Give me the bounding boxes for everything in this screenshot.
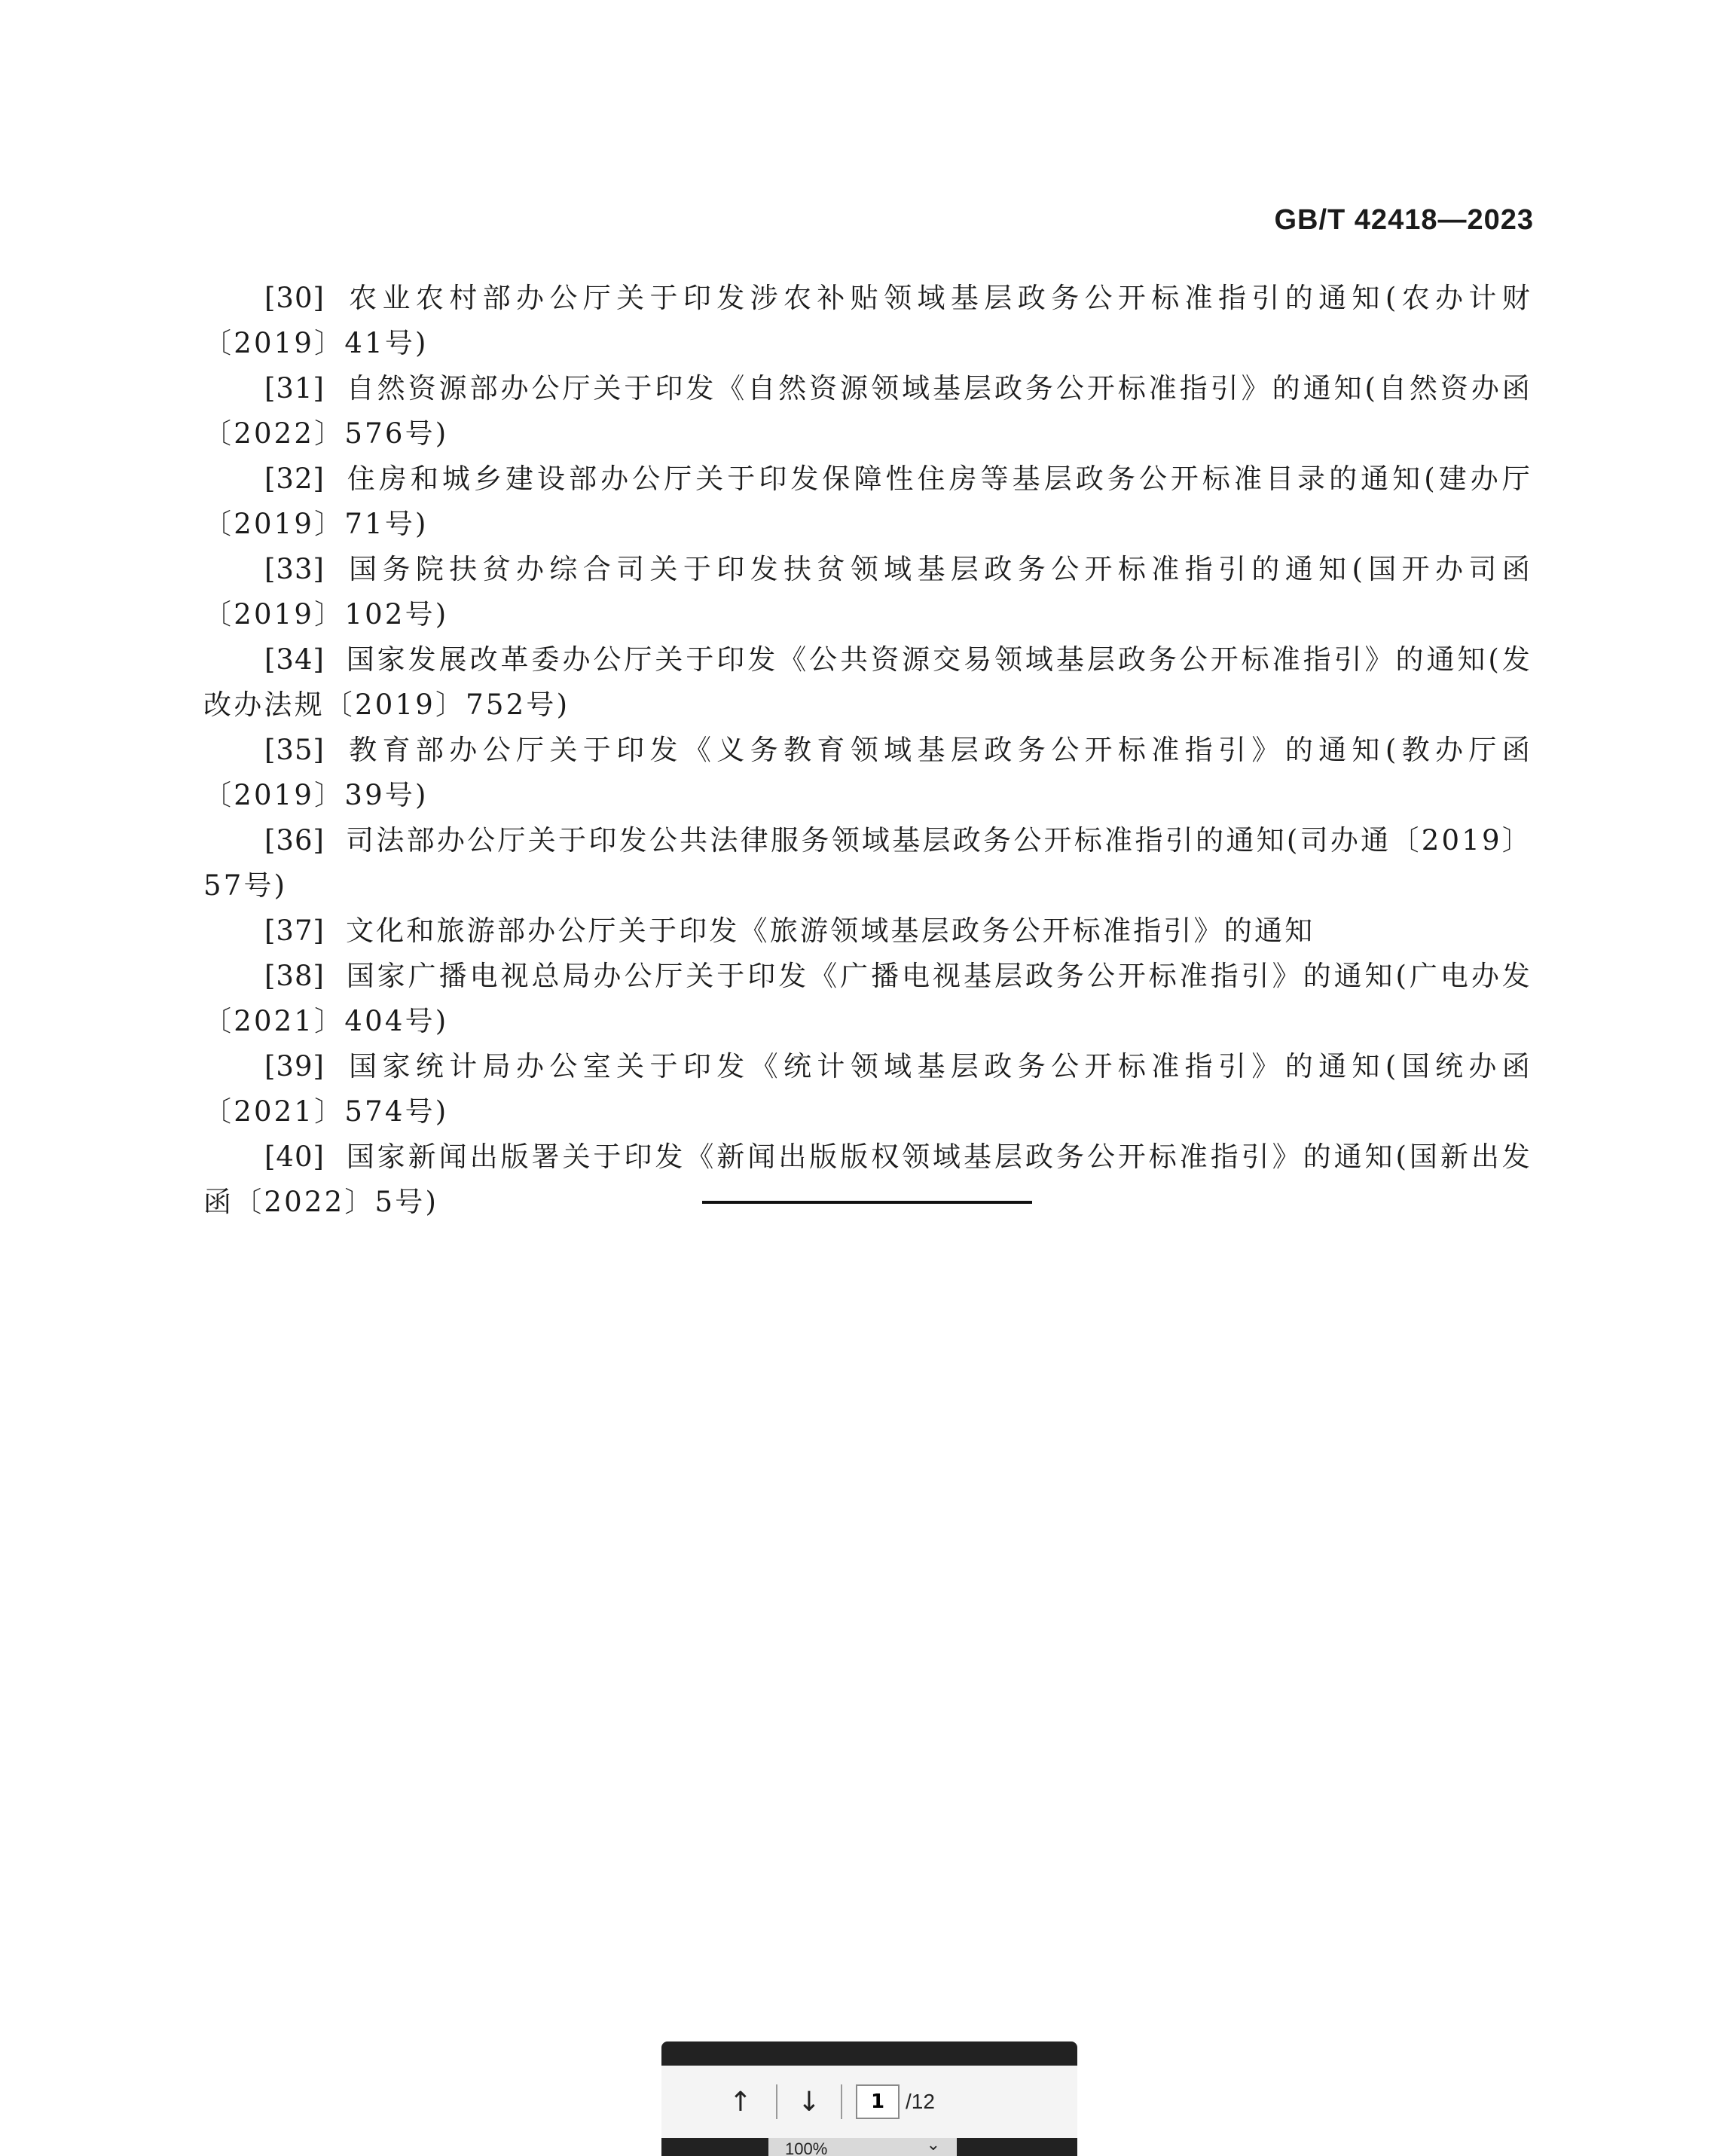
toolbar-divider — [776, 2084, 777, 2119]
zoom-value: 100% — [785, 2139, 828, 2156]
next-page-button[interactable] — [787, 2079, 832, 2124]
reference-item — [203, 547, 1532, 637]
chevron-down-icon: ⌄ — [926, 2138, 940, 2154]
toolbar-divider — [841, 2084, 842, 2119]
reference-text: 教育部办公厅关于印发《义务教育领域基层政务公开标准指引》的通知(教办厅函〔2019〕39号) — [203, 734, 1532, 811]
reference-number: [40] — [264, 1141, 325, 1173]
reference-item — [203, 728, 1532, 818]
reference-item — [203, 909, 1532, 954]
standard-code: GB/T 42418—2023 — [1274, 204, 1534, 236]
end-of-document-rule — [702, 1201, 1032, 1204]
reference-number: [34] — [264, 643, 325, 676]
reference-item — [203, 1134, 1532, 1225]
reference-text: 司法部办公厅关于印发公共法律服务领域基层政务公开标准指引的通知(司办通〔2019〕57号) — [203, 824, 1532, 902]
page-number-input[interactable] — [856, 2084, 900, 2119]
reference-text: 国务院扶贫办综合司关于印发扶贫领域基层政务公开标准指引的通知(国开办司函〔2019〕102号) — [203, 553, 1532, 631]
page-count: /12 — [906, 2090, 935, 2113]
previous-page-button[interactable] — [714, 2079, 767, 2124]
reference-number: [36] — [264, 824, 325, 857]
reference-item — [203, 366, 1532, 457]
reference-item — [203, 818, 1532, 909]
reference-item — [203, 457, 1532, 547]
reference-number: [32] — [264, 463, 325, 495]
reference-number: [38] — [264, 960, 325, 992]
reference-number: [37] — [264, 915, 325, 947]
reference-item — [203, 954, 1532, 1044]
reference-item — [203, 637, 1532, 728]
reference-number: [39] — [264, 1050, 325, 1083]
reference-text: 国家统计局办公室关于印发《统计领域基层政务公开标准指引》的通知(国统办函〔2021〕574号) — [203, 1050, 1532, 1128]
reference-text: 国家广播电视总局办公厅关于印发《广播电视基层政务公开标准指引》的通知(广电办发〔2021〕404号) — [203, 960, 1532, 1037]
pdf-page-toolbar — [661, 2041, 1077, 2156]
reference-text: 文化和旅游部办公厅关于印发《旅游领域基层政务公开标准指引》的通知 — [345, 915, 1315, 947]
reference-text: 国家发展改革委办公厅关于印发《公共资源交易领域基层政务公开标准指引》的通知(发改办法规〔2019〕752号) — [203, 643, 1532, 721]
zoom-select[interactable] — [768, 2138, 957, 2156]
reference-number: [30] — [264, 282, 325, 314]
reference-item — [203, 1044, 1532, 1134]
reference-number: [31] — [264, 372, 325, 405]
reference-text: 农业农村部办公厅关于印发涉农补贴领域基层政务公开标准指引的通知(农办计财〔2019〕41号) — [203, 282, 1532, 359]
reference-text: 国家新闻出版署关于印发《新闻出版版权领域基层政务公开标准指引》的通知(国新出发函〔2022〕5号) — [203, 1141, 1532, 1218]
reference-number: [33] — [264, 553, 325, 585]
toolbar-controls — [661, 2066, 1077, 2138]
reference-list — [203, 276, 1532, 1225]
reference-text: 自然资源部办公厅关于印发《自然资源领域基层政务公开标准指引》的通知(自然资办函〔2022〕576号) — [203, 372, 1532, 450]
reference-number: [35] — [264, 734, 325, 766]
reference-text: 住房和城乡建设部办公厅关于印发保障性住房等基层政务公开标准目录的通知(建办厅〔2019〕71号) — [203, 463, 1532, 540]
arrow-down-icon: ↓ — [797, 2086, 821, 2118]
reference-item — [203, 276, 1532, 366]
arrow-up-icon: ↑ — [729, 2086, 753, 2118]
